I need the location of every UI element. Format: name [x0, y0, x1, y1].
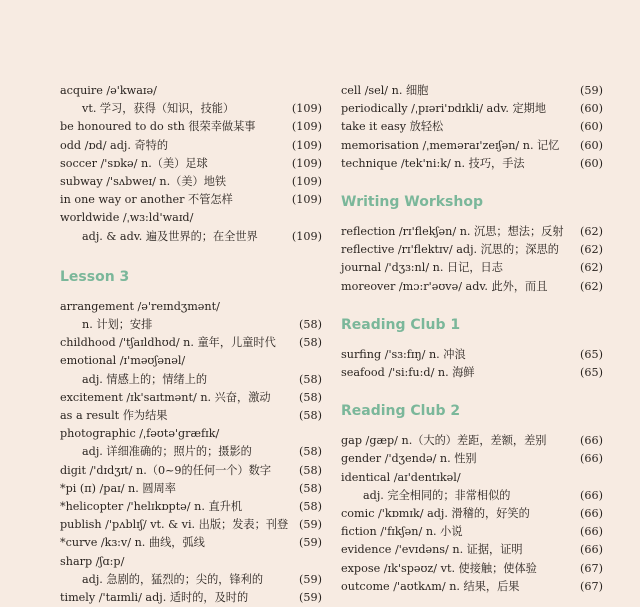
entry-term: odd /ɒd/ adj. 奇特的 — [60, 138, 169, 152]
entry-page-reference: (66) — [580, 434, 603, 448]
entry-term: *curve /kɜ:v/ n. 曲线，弧线 — [60, 536, 205, 550]
glossary-entry — [341, 100, 603, 118]
glossary-entry — [60, 137, 322, 155]
glossary-entry — [60, 498, 322, 516]
entry-term: identical /aɪ'dentɪkəl/ — [341, 470, 461, 484]
section-heading-writing-workshop: Writing Workshop — [341, 194, 483, 211]
entry-page-reference: (62) — [580, 225, 603, 239]
entry-definition: adj. 完全相同的；非常相似的 — [363, 488, 511, 502]
glossary-entry — [60, 209, 322, 245]
entry-definition: adj. 急剧的，猛烈的；尖的，锋利的 — [82, 572, 264, 586]
entry-term: *pi (π) /paɪ/ n. 圆周率 — [60, 481, 176, 495]
entry-page-reference: (109) — [291, 229, 322, 243]
glossary-entry — [60, 534, 322, 552]
section-heading-lesson-3: Lesson 3 — [60, 268, 130, 285]
glossary-entry — [60, 118, 322, 136]
glossary-entry — [60, 191, 322, 209]
entry-page-reference: (66) — [580, 452, 603, 466]
glossary-entry — [341, 505, 603, 523]
entry-term: soccer /'sɒkə/ n.（美）足球 — [60, 156, 208, 170]
glossary-entry — [60, 425, 322, 461]
entry-page-reference: (60) — [580, 138, 603, 152]
entry-page-reference: (67) — [580, 561, 603, 575]
entry-term: seafood /'si:fu:d/ n. 海鲜 — [341, 366, 475, 380]
glossary-entry — [60, 480, 322, 498]
glossary-entry — [341, 241, 603, 259]
entry-page-reference: (65) — [580, 347, 603, 361]
entry-term: excitement /ɪk'saɪtmənt/ n. 兴奋，激动 — [60, 390, 271, 404]
entry-term: comic /'kɒmɪk/ adj. 滑稽的，好笑的 — [341, 507, 530, 521]
glossary-entry — [60, 173, 322, 191]
entry-term: outcome /'aʊtkʌm/ n. 结果，后果 — [341, 579, 520, 593]
entry-page-reference: (62) — [580, 279, 603, 293]
glossary-entry — [60, 155, 322, 173]
entry-term: *helicopter /'helɪkɒptə/ n. 直升机 — [60, 500, 243, 514]
entry-term: in one way or another 不管怎样 — [60, 193, 233, 207]
entry-definition: adj. 情感上的；情绪上的 — [82, 372, 208, 386]
entry-page-reference: (59) — [299, 536, 322, 550]
entry-page-reference: (109) — [291, 193, 322, 207]
entry-page-reference: (58) — [299, 318, 322, 332]
glossary-entry — [341, 364, 603, 382]
entry-definition: vt. 学习，获得（知识，技能） — [82, 102, 235, 116]
entry-term: journal /'dʒɜ:nl/ n. 日记，日志 — [341, 261, 503, 275]
section-heading-reading-club-1: Reading Club 1 — [341, 316, 461, 333]
left-column — [60, 82, 322, 607]
glossary-entry — [60, 553, 322, 589]
entry-term: expose /ɪk'spəʊz/ vt. 使接触；使体验 — [341, 561, 537, 575]
entry-page-reference: (62) — [580, 243, 603, 257]
glossary-entry — [341, 346, 603, 364]
entry-page-reference: (109) — [291, 156, 322, 170]
entry-definition: adj. & adv. 遍及世界的；在全世界 — [82, 229, 258, 243]
entry-term: reflective /rɪ'flektɪv/ adj. 沉思的；深思的 — [341, 243, 559, 257]
entry-term: emotional /ɪ'məʊʃənəl/ — [60, 354, 186, 368]
glossary-entry — [60, 389, 322, 407]
entry-term: memorisation /ˌmeməraɪ'zeɪʃən/ n. 记忆 — [341, 138, 560, 152]
entry-term: fiction /'fɪkʃən/ n. 小说 — [341, 525, 463, 539]
glossary-entry — [60, 352, 322, 388]
glossary-entry — [60, 298, 322, 334]
glossary-entry — [341, 118, 603, 136]
glossary-entry — [60, 334, 322, 352]
entry-definition: n. 计划；安排 — [82, 318, 153, 332]
entry-term: childhood /'tʃaɪldhʊd/ n. 童年，儿童时代 — [60, 336, 276, 350]
entry-page-reference: (58) — [299, 336, 322, 350]
entry-term: moreover /mɔ:r'əʊvə/ adv. 此外，而且 — [341, 279, 548, 293]
entry-term: reflection /rɪ'flekʃən/ n. 沉思；想法；反射 — [341, 225, 564, 239]
entry-term: gap /gæp/ n.（大的）差距，差额，差别 — [341, 434, 547, 448]
glossary-entry — [341, 223, 603, 241]
entry-page-reference: (58) — [299, 372, 322, 386]
entry-term: as a result 作为结果 — [60, 409, 168, 423]
entry-page-reference: (60) — [580, 102, 603, 116]
entry-page-reference: (109) — [291, 120, 322, 134]
entry-term: photographic /ˌfəʊtə'græfɪk/ — [60, 427, 220, 441]
entry-page-reference: (66) — [580, 543, 603, 557]
entry-page-reference: (109) — [291, 138, 322, 152]
entry-term: timely /'taɪmli/ adj. 适时的，及时的 — [60, 591, 249, 605]
entry-page-reference: (62) — [580, 261, 603, 275]
entry-term: arrangement /ə'reɪndʒmənt/ — [60, 299, 220, 313]
entry-term: publish /'pʌblɪʃ/ vt. & vi. 出版；发表；刊登 — [60, 518, 289, 532]
right-column — [341, 82, 603, 596]
entry-page-reference: (59) — [580, 84, 603, 97]
entry-page-reference: (66) — [580, 488, 603, 502]
entry-term: take it easy 放轻松 — [341, 120, 444, 134]
glossary-entry — [341, 469, 603, 505]
entry-page-reference: (58) — [299, 445, 322, 459]
entry-term: sharp /ʃɑ:p/ — [60, 554, 125, 568]
entry-page-reference: (60) — [580, 156, 603, 170]
entry-term: periodically /ˌpɪəri'ɒdɪkli/ adv. 定期地 — [341, 102, 547, 116]
entry-page-reference: (58) — [299, 409, 322, 423]
entry-term: digit /'dɪdʒɪt/ n.（0~9的任何一个）数字 — [60, 463, 272, 477]
glossary-entry — [341, 278, 603, 296]
glossary-entry — [341, 450, 603, 468]
glossary-entry — [341, 137, 603, 155]
glossary-entry — [341, 523, 603, 541]
glossary-entry — [60, 407, 322, 425]
entry-page-reference: (109) — [291, 102, 322, 116]
glossary-entry — [60, 462, 322, 480]
entry-term: cell /sel/ n. 细胞 — [341, 84, 429, 97]
entry-page-reference: (58) — [299, 463, 322, 477]
entry-term: worldwide /ˌwɜ:ld'waɪd/ — [60, 211, 194, 225]
glossary-entry — [341, 82, 603, 100]
entry-term: technique /tek'ni:k/ n. 技巧，手法 — [341, 156, 525, 170]
entry-page-reference: (58) — [299, 390, 322, 404]
entry-page-reference: (58) — [299, 500, 322, 514]
entry-page-reference: (66) — [580, 525, 603, 539]
entry-term: gender /'dʒendə/ n. 性别 — [341, 452, 477, 466]
entry-definition: adj. 详细准确的；照片的；摄影的 — [82, 445, 252, 459]
entry-term: be honoured to do sth 很荣幸做某事 — [60, 120, 256, 134]
entry-term: evidence /'evɪdəns/ n. 证据，证明 — [341, 543, 523, 557]
glossary-entry — [341, 155, 603, 173]
glossary-entry — [341, 560, 603, 578]
entry-page-reference: (109) — [291, 175, 322, 189]
glossary-entry — [341, 259, 603, 277]
entry-page-reference: (60) — [580, 120, 603, 134]
entry-page-reference: (59) — [299, 591, 322, 605]
entry-term: subway /'sʌbweɪ/ n.（美）地铁 — [60, 175, 227, 189]
entry-page-reference: (65) — [580, 366, 603, 380]
entry-page-reference: (66) — [580, 507, 603, 521]
entry-page-reference: (59) — [299, 572, 322, 586]
glossary-entry — [341, 432, 603, 450]
glossary-entry — [60, 82, 322, 118]
entry-term: surfing /'sɜ:fɪŋ/ n. 冲浪 — [341, 347, 466, 361]
entry-page-reference: (59) — [299, 518, 322, 532]
glossary-entry — [60, 589, 322, 607]
glossary-entry — [60, 516, 322, 534]
section-heading-reading-club-2: Reading Club 2 — [341, 403, 461, 420]
entry-page-reference: (67) — [580, 579, 603, 593]
entry-page-reference: (58) — [299, 481, 322, 495]
glossary-entry — [341, 578, 603, 596]
entry-term: acquire /ə'kwaɪə/ — [60, 84, 157, 97]
glossary-entry — [341, 541, 603, 559]
